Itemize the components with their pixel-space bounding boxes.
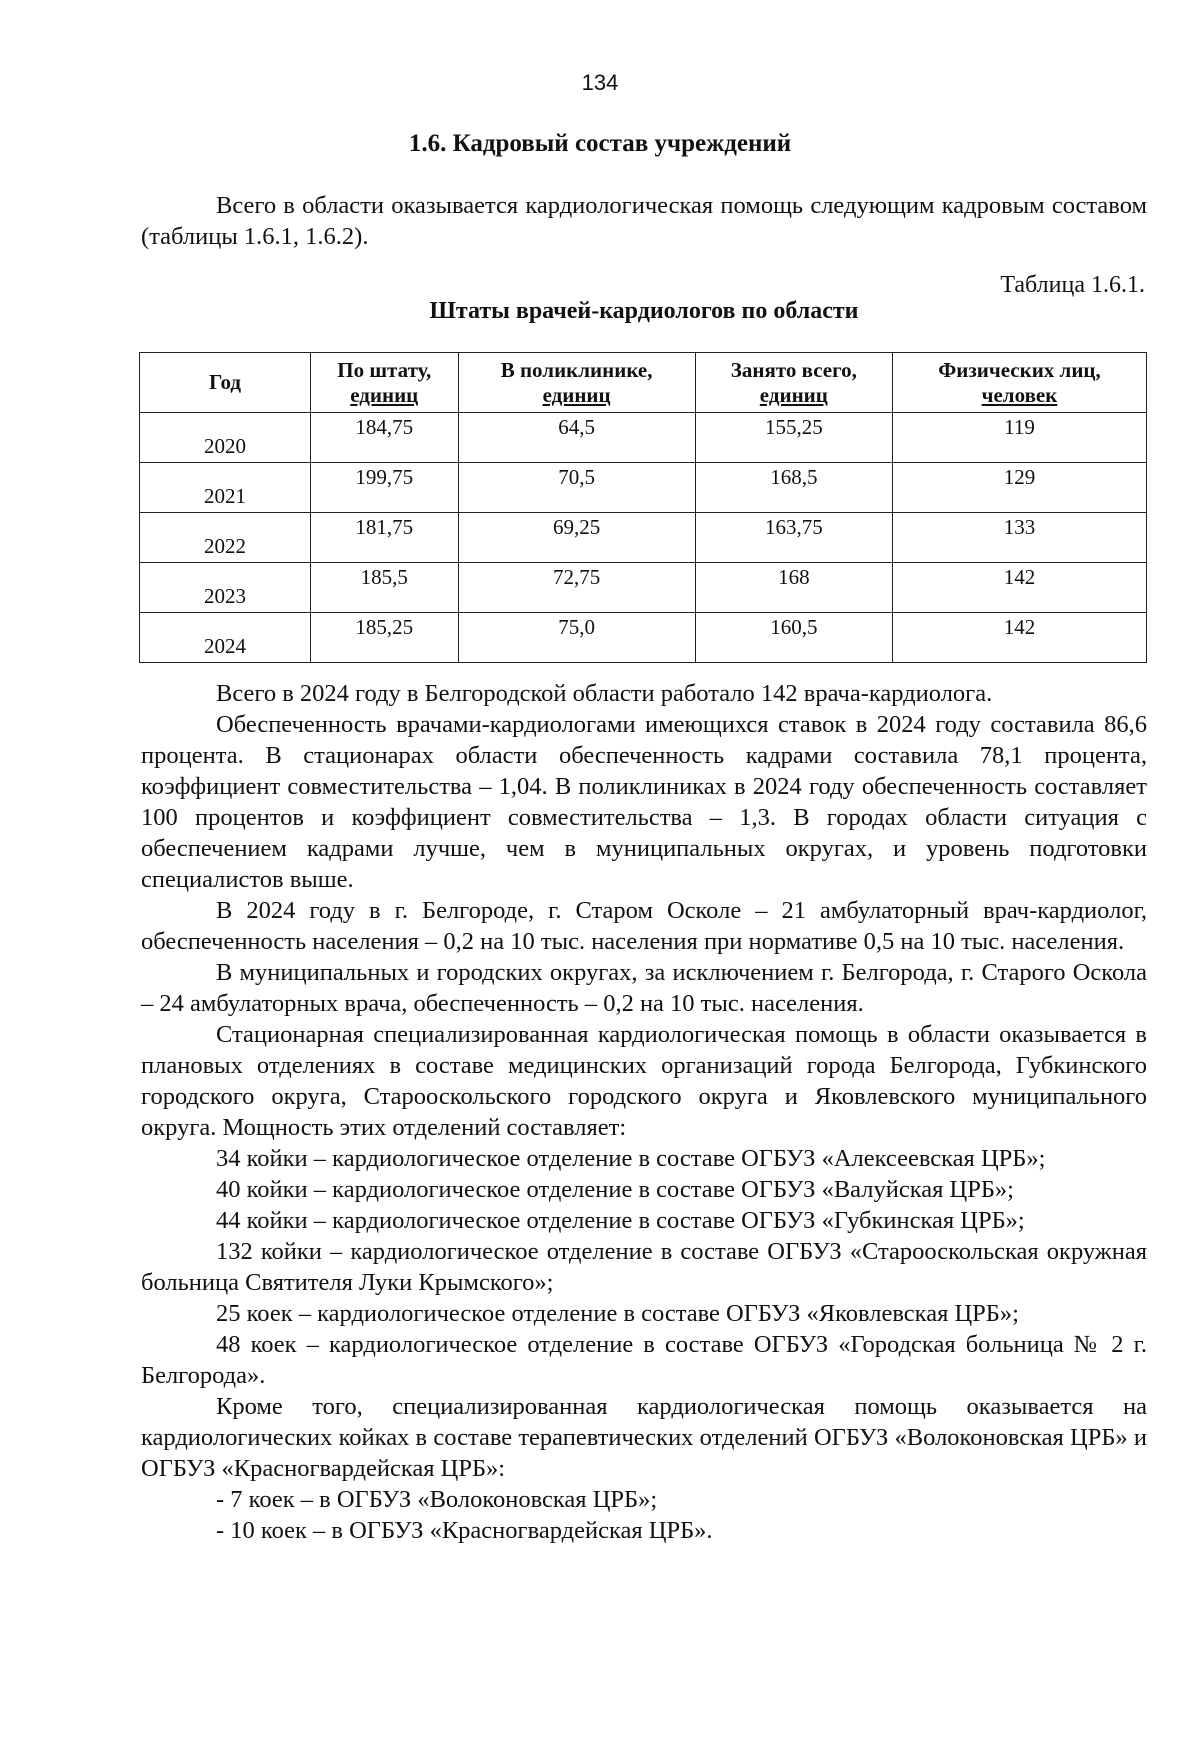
cell-year: 2023 (140, 563, 311, 613)
table-row (140, 513, 1147, 563)
cell-persons: 119 (892, 413, 1146, 463)
department-item: 48 коек – кардиологическое отделение в составе ОГБУЗ «Городская больница № 2 г. Белгорода». (141, 1331, 1147, 1389)
paragraph-inpatient: Стационарная специализированная кардиологическая помощь в области оказывается в плановых отделениях в составе медицинских организаций города Белгорода, Губкинского городского округа, Старооскольского городского округа и Яковлевского муниципального округа. Мощность этих отделений составляет: (141, 1021, 1147, 1141)
cell-occupied: 163,75 (695, 513, 892, 563)
page-number: 134 (581, 70, 619, 95)
paragraph-total: Всего в 2024 году в Белгородской области работало 142 врача-кардиолога. (216, 680, 993, 707)
cell-occupied: 168,5 (695, 463, 892, 513)
header-line: Физических лиц, (938, 357, 1101, 382)
intro-block (141, 190, 1147, 252)
cell-persons: 142 (892, 563, 1146, 613)
table-row (140, 563, 1147, 613)
cell-staff: 185,25 (311, 613, 459, 663)
header-line: Занято всего, (730, 357, 857, 382)
table-row (140, 413, 1147, 463)
department-item: 40 койки – кардиологическое отделение в составе ОГБУЗ «Валуйская ЦРБ»; (216, 1176, 1014, 1203)
extra-beds-item: - 7 коек – в ОГБУЗ «Волоконовская ЦРБ»; (216, 1486, 658, 1513)
cell-persons: 133 (892, 513, 1146, 563)
paragraph-provision: Обеспеченность врачами-кардиологами имеющихся ставок в 2024 году составила 86,6 процента. В стационарах области обеспеченность кадрами составила 78,1 процента, коэффициент совместительства – 1,04. В поликлиниках в 2024 году обеспеченность составляет 100 процентов и коэффициент совместительства – 1,3. В городах области ситуация с обеспечением кадрами лучше, чем в муниципальных округах, и уровень подготовки специалистов выше. (141, 711, 1147, 893)
header-year-label: Год (208, 370, 242, 394)
paragraph-closing: Кроме того, специализированная кардиологическая помощь оказывается на кардиологических койках в составе терапевтических отделений ОГБУЗ «Волоконовская ЦРБ» и ОГБУЗ «Красногвардейская ЦРБ»: (141, 1393, 1147, 1482)
header-persons (892, 353, 1146, 413)
body-text (141, 678, 1147, 1546)
department-item: 44 койки – кардиологическое отделение в составе ОГБУЗ «Губкинская ЦРБ»; (216, 1207, 1025, 1234)
cell-year: 2020 (140, 413, 311, 463)
cell-clinic: 72,75 (458, 563, 695, 613)
intro-paragraph: Всего в области оказывается кардиологическая помощь следующим кадровым составом (таблицы 1.6.1, 1.6.2). (141, 192, 1147, 250)
cell-year: 2021 (140, 463, 311, 513)
cell-year: 2022 (140, 513, 311, 563)
cell-clinic: 75,0 (458, 613, 695, 663)
cell-year: 2024 (140, 613, 311, 663)
paragraph-districts: В муниципальных и городских округах, за исключением г. Белгорода, г. Старого Оскола – 24 амбулаторных врача, обеспеченность – 0,2 на 10 тыс. населения. (141, 959, 1147, 1017)
paragraph-cities: В 2024 году в г. Белгороде, г. Старом Осколе – 21 амбулаторный врач-кардиолог, обеспеченность населения – 0,2 на 10 тыс. населения при нормативе 0,5 на 10 тыс. населения. (141, 897, 1147, 955)
department-item: 34 койки – кардиологическое отделение в составе ОГБУЗ «Алексеевская ЦРБ»; (216, 1145, 1046, 1172)
department-item: 25 коек – кардиологическое отделение в составе ОГБУЗ «Яковлевская ЦРБ»; (216, 1300, 1019, 1327)
cell-persons: 142 (892, 613, 1146, 663)
cell-occupied: 160,5 (695, 613, 892, 663)
header-clinic (458, 353, 695, 413)
cell-clinic: 69,25 (458, 513, 695, 563)
header-year (140, 353, 311, 413)
table-row (140, 463, 1147, 513)
cell-clinic: 64,5 (458, 413, 695, 463)
department-item: 132 койки – кардиологическое отделение в составе ОГБУЗ «Старооскольская окружная больница Святителя Луки Крымского»; (141, 1238, 1147, 1296)
cell-staff: 181,75 (311, 513, 459, 563)
cell-staff: 185,5 (311, 563, 459, 613)
section-title: 1.6. Кадровый состав учреждений (408, 130, 792, 157)
table-header-row (140, 353, 1147, 413)
table-title: Штаты врачей-кардиологов по области (429, 298, 859, 324)
cell-occupied: 168 (695, 563, 892, 613)
header-line: По штату, (337, 357, 432, 382)
staff-table (139, 352, 1147, 663)
cell-occupied: 155,25 (695, 413, 892, 463)
cell-staff: 199,75 (311, 463, 459, 513)
cell-clinic: 70,5 (458, 463, 695, 513)
extra-beds-item: - 10 коек – в ОГБУЗ «Красногвардейская ЦРБ». (216, 1517, 713, 1544)
header-unit: единиц (350, 382, 419, 407)
header-unit: единиц (542, 382, 611, 407)
table-row (140, 613, 1147, 663)
cell-persons: 129 (892, 463, 1146, 513)
header-unit: единиц (759, 382, 828, 407)
header-line: В поликлинике, (500, 357, 653, 382)
table-label: Таблица 1.6.1. (1000, 272, 1145, 298)
header-occupied (695, 353, 892, 413)
header-staff (311, 353, 459, 413)
cell-staff: 184,75 (311, 413, 459, 463)
header-unit: человек (981, 382, 1058, 407)
